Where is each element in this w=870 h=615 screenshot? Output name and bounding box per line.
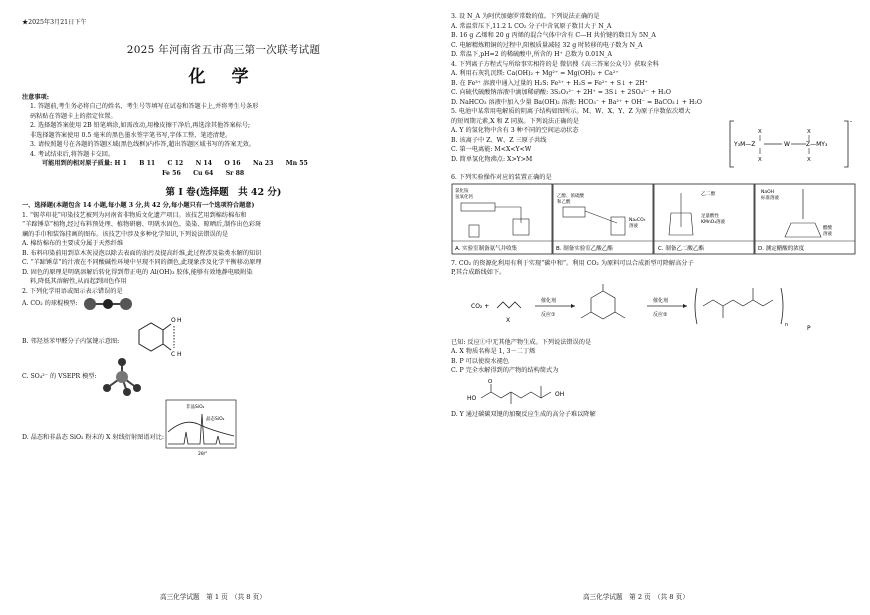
q1-option-a: A. 棉纺棉布的主要成分属于天然纤维: [22, 240, 124, 247]
anion-left-group: Y₃M—Z: [734, 141, 756, 148]
question-1: [22, 211, 425, 287]
q2-option-d-label: D. 晶态和非晶态 SiO₂ 粉末的 X 射线衍射图谱对比:: [22, 433, 164, 441]
q7-option-b: B. P 可以使溴水褪色: [451, 357, 509, 365]
note-line: 3. 请按照题号在各题的答题区域(黑色线框)内作答,超出答题区域书写的答案无效。: [30, 141, 256, 148]
q2-intro: 2. 下列化学用语或图示表示错误的是: [22, 287, 123, 295]
q5-option-d: D. 简单氢化物沸点: X>Y>M: [451, 155, 533, 163]
co2-ball-stick-model: [78, 297, 138, 311]
question-5: [451, 107, 856, 173]
svg-text:H: H: [177, 351, 182, 358]
page-2: [435, 0, 870, 615]
svg-text:O: O: [171, 317, 176, 324]
question-3: [451, 12, 856, 60]
notes-list: [22, 102, 425, 159]
q4-option-c: C. 向硫代硫酸钠溶液中滴加稀硝酸: 3S₂O₃²⁻ + 2H⁺ = 3S↓ + 2SO₄²⁻ + H₂O: [451, 89, 671, 96]
apparatus-c-label-1: 乙二醇: [701, 191, 716, 197]
sulfate-vsepr-model: [97, 358, 147, 396]
xrd-label-amorphous: 非晶SiO₂: [186, 405, 205, 410]
q3-stem: 3. 设 N_A 为阿伏加德罗常数的值。下列说法正确的是: [451, 13, 600, 20]
q7-note: 已知: 反应①中无其他产物生成。下列说法错误的是: [451, 338, 592, 346]
q1-option-d-cont: 料,降低其溶解性,从而起到固色作用: [30, 278, 127, 285]
q7-hydrolysis-product-structure: [465, 376, 665, 406]
q7-option-a: A. X 物质名称是 1, 3－二丁烯: [451, 348, 536, 355]
q6-option-d: D. 测定醋酸的浓度: [758, 245, 805, 252]
apparatus-b-label-2: 和乙酸: [557, 199, 571, 205]
q3-option-d: D. 常温下,pH=2 的稀硫酸中,所含的 H⁺ 总数为 0.01N_A: [451, 51, 612, 58]
q5-option-c: C. 第一电离能: M<X<Y<W: [451, 146, 532, 153]
anion-x-1: X: [758, 129, 762, 135]
scheme-reaction-1: 反应①: [541, 311, 556, 318]
struct-o: O: [488, 378, 493, 385]
q2-option-b-label: B. 邻羟基苯甲醛分子内氢键示意图:: [22, 338, 120, 346]
q7-option-c: C. P 完全水解得到的产物的结构简式为: [451, 367, 559, 374]
q5-stem: 5. 电池中某常用电解质的阴离子结构如图所示。M、W、X、Y、Z 为原子序数依次增大: [451, 108, 691, 115]
q5-text: [451, 107, 726, 173]
note-line: 码粘贴在答题卡上的指定位置。: [30, 112, 117, 120]
q1-option-b: B. 布料印染前用到草木灰浸泡以除去表面的油污及提高纤维,此过程涉及盐类水解的知识: [22, 249, 262, 257]
apparatus-d-label-2: 标准溶液: [761, 195, 779, 201]
q2-option-a: [22, 296, 425, 312]
q6-intro: 6. 下列实验操作对应的装置正确的是: [451, 174, 552, 181]
scheme-p-label: P: [807, 324, 811, 332]
q5-stem-2: 的短周期元素,X 和 Z 同族。下列说法正确的是: [451, 117, 579, 125]
svg-text:H: H: [177, 317, 182, 324]
anion-charge: -: [850, 118, 853, 125]
scheme-catalyst-2: 催化剂: [653, 297, 669, 304]
q1-line: 斓的手巾和装饰挂画的图布。该技艺中涉及多种化学知识,下列说法错误的是: [22, 230, 229, 238]
apparatus-c-label-3: KMnO₄溶液: [701, 219, 726, 225]
scheme-reaction-2: 反应②: [653, 311, 668, 318]
q6-apparatus-figure: [451, 183, 856, 255]
q7-option-d: D. Y 通过碳碳双键的加聚反应生成的高分子难以降解: [451, 410, 596, 418]
scheme-n-label: n: [785, 321, 789, 328]
note-line: 2. 选择题答案使用 2B 铅笔填涂,如需改动,用橡皮擦干净后,再选涂其他答案标号;: [30, 122, 251, 129]
q7-stem-2: P,其合成路线如下。: [451, 269, 506, 276]
apparatus-d-label-3: 醋酸: [823, 225, 832, 231]
page-1-footer: 高三化学试题 第 1 页 （共 8 页）: [160, 593, 266, 601]
q4-option-d: D. NaHCO₃ 溶液中加入少量 Ba(OH)₂ 溶液: HCO₃⁻ + Ba²⁺ + OH⁻ = BaCO₃↓ + H₂O: [451, 98, 702, 106]
apparatus-a-label-2: 氢氧化钙: [455, 194, 473, 200]
q3-option-a: A. 常温常压下,11.2 L CO₂ 分子中含氧原子数目大于 N_A: [451, 22, 612, 30]
note-line: 4. 考试结束后,将答题卡交回。: [30, 150, 115, 158]
exam-title: 2025 年河南省五市高三第一次联考试题: [126, 43, 321, 56]
q2-option-c-label: C. SO₄²⁻ 的 VSEPR 模型:: [22, 373, 97, 381]
svg-text:C: C: [171, 351, 176, 358]
q4-option-a: A. 利用石灰乳沉镁: Ca(OH)₂ + Mg²⁺ = Mg(OH)₂ + Ca²⁺: [451, 70, 619, 77]
q7-tail: [451, 338, 856, 376]
q2-option-b: [22, 312, 425, 358]
q4-stem: 4. 下列离子方程式与所给事实相符的是 微信搜《高三答案公众号》获取全科: [451, 60, 659, 68]
q2-option-c: [22, 358, 425, 396]
apparatus-b-label-3: Na₂CO₃: [629, 217, 646, 223]
xrd-axis-label: 2θ/°: [198, 452, 208, 456]
note-line: 1. 答题前,考生务必将自己的姓名、考生号等填写在试卷和答题卡上,并将考生号条形: [30, 103, 259, 110]
apparatus-d-label-1: NaOH: [761, 189, 775, 195]
apparatus-b-label-1: 乙醇、浓硫酸: [557, 193, 584, 199]
anion-x-4: X: [807, 157, 811, 163]
section-title: 第 I 卷(选择题 共 42 分): [165, 187, 282, 198]
q6-option-a: A. 实验室制备氨气并收集: [455, 245, 518, 252]
apparatus-c-label-2: 足量酸性: [701, 213, 719, 219]
question-4: [451, 60, 856, 108]
apparatus-a-label-1: 氯化铵: [455, 188, 469, 194]
q3-option-b: B. 16 g 乙烯和 20 g 丙烯的混合气体中含有 C—H 共价键的数目为 5N_A: [451, 32, 656, 39]
date-note: ★2025年3月21日下午: [22, 19, 87, 26]
anion-structure-figure: [726, 115, 856, 173]
section-intro: 一、选择题(本题包含 14 小题,每小题 3 分,共 42 分,每小题只有一个选项符合题意): [22, 202, 255, 209]
q5-option-a: A. Y 的氢化物中含有 3 种不同的空间运动状态: [451, 127, 579, 134]
anion-x-3: X: [807, 129, 811, 135]
q3-option-c: C. 电解精炼粗铜的过程中,阳极质量减轻 32 g 时转移的电子数为 N_A: [451, 41, 643, 49]
q1-line: 1. “锡萃印花”印染技艺被列为河南省非物质文化遗产项目。该技艺用到棉纺棉布和: [22, 211, 247, 219]
atomic-masses-2: Fe 56 Cu 64 Sr 88: [162, 169, 245, 177]
scheme-catalyst-1: 催化剂: [541, 297, 557, 304]
notes-header: 注意事项:: [22, 93, 50, 101]
salicylaldehyde-hbond-structure: [119, 312, 189, 358]
scheme-co2: CO₂ +: [471, 302, 490, 310]
q1-line: “羊蹄锤草”植物,经过布料预处理、植物研磨、明矾水固色、染染、晾晒后,制作出色彩斑: [22, 221, 262, 228]
q7-stem: 7. CO₂ 的资源化利用有利于实现“碳中和”。利用 CO₂ 为原料可以合成新型可降解高分子: [451, 259, 694, 267]
anion-right-group: Z—MY₃: [806, 141, 828, 148]
anion-center-atom: W: [784, 141, 790, 148]
atomic-masses-1: 可能用到的相对原子质量: H 1 B 11 C 12 N 14 O 16 Na 23 Mn 55: [42, 160, 308, 167]
q2-option-d: [22, 396, 425, 456]
xrd-pattern-figure: [164, 398, 238, 456]
apparatus-b-label-4: 溶液: [629, 223, 638, 229]
apparatus-d-label-4: 溶液: [823, 231, 832, 237]
scheme-x-label: X: [506, 316, 511, 324]
struct-oh: OH: [555, 390, 565, 398]
q4-option-b: B. 在 Fe³⁺ 溶液中通入过量的 H₂S: Fe³⁺ + H₂S = Fe²⁺ + S↓ + 2H⁺: [451, 79, 648, 87]
subject-title: 化 学: [188, 66, 259, 87]
q2-option-a-label: A. CO₂ 的球棍模型:: [22, 300, 78, 308]
page-2-footer: 高三化学试题 第 2 页 （共 8 页）: [583, 593, 689, 601]
q1-option-d: D. 固色的原理是明矾溶解后转化得到带正电的 Al(OH)₃ 胶体,能够有效地静电吸附染: [22, 268, 253, 276]
q6-option-c: C. 制备乙二酸乙酯: [658, 245, 704, 252]
q6-option-b: B. 制备实验室乙酸乙酯: [556, 245, 613, 252]
q1-option-c: C. “羊蹄锤草”的汁液在不同酸碱性环境中呈现不同的颜色,此现象涉及化学平衡移动原理: [22, 259, 262, 266]
xrd-label-crystalline: 晶态SiO₂: [206, 417, 225, 422]
struct-ho: HO: [467, 394, 477, 402]
anion-x-2: X: [758, 157, 762, 163]
q7-synthesis-scheme: [451, 278, 856, 334]
note-line: 非选择题答案使用 0.5 毫米的黑色墨水签字笔书写,字体工整、笔迹清楚。: [30, 131, 232, 139]
q5-option-b: B. 该离子中 Z、W、Z 三原子共线: [451, 136, 547, 144]
question-7: [451, 259, 856, 278]
